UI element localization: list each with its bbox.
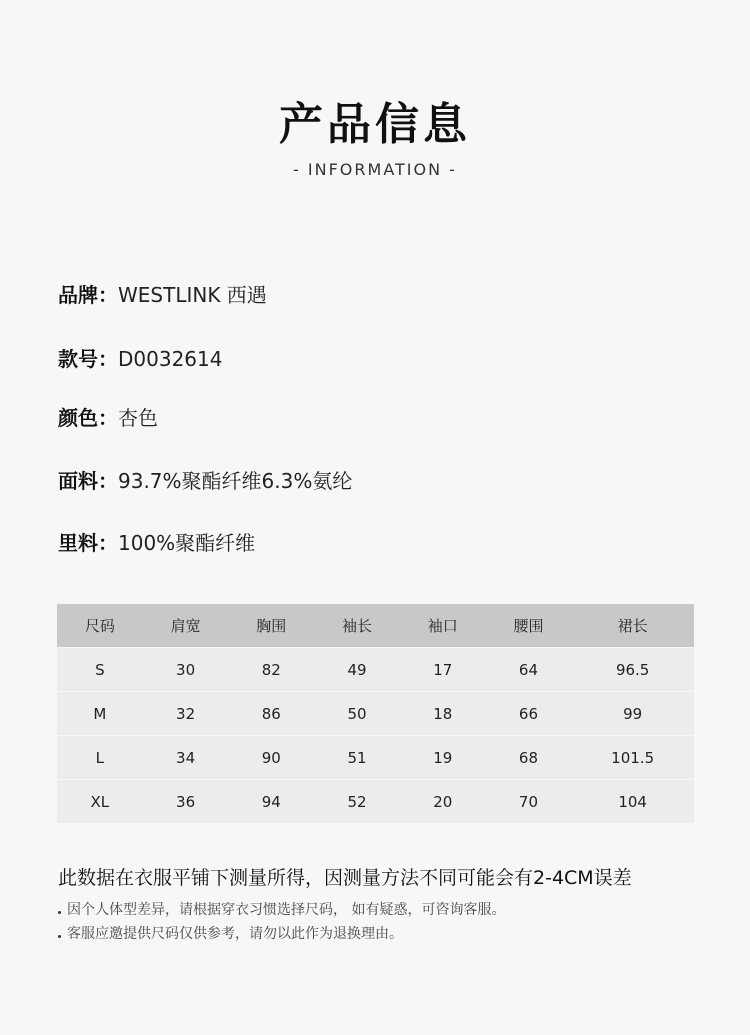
- table-cell: 52: [347, 792, 367, 811]
- table-cell: 64: [518, 660, 538, 679]
- info-style-number: [58, 343, 222, 372]
- note-bullet-text: 客服应邀提供尺码仅供参考，请勿以此作为退换理由。: [67, 926, 403, 942]
- table-cell: 51: [347, 748, 367, 767]
- page-subtitle: - INFORMATION -: [293, 160, 457, 179]
- column-header-skirt-length: 裙长: [617, 617, 648, 635]
- info-lining: [58, 527, 255, 556]
- table-cell: 96.5: [615, 660, 650, 679]
- table-cell: 18: [433, 704, 453, 723]
- table-cell: 36: [176, 792, 196, 811]
- table-cell: 34: [176, 748, 196, 767]
- table-cell: M: [93, 704, 107, 723]
- table-cell: 30: [176, 660, 196, 679]
- info-key: 颜色：: [58, 406, 118, 430]
- info-brand: [58, 279, 267, 308]
- table-cell: 32: [176, 704, 196, 723]
- bullet-dot-icon: [58, 911, 61, 914]
- table-cell: 90: [261, 748, 281, 767]
- column-header-size: 尺码: [84, 617, 115, 635]
- info-value: 杏色: [118, 406, 158, 430]
- table-row: [57, 692, 694, 736]
- measurement-note: 此数据在衣服平铺下测量所得，因测量方法不同可能会有2-4CM误差: [58, 867, 632, 889]
- table-cell: 66: [518, 704, 538, 723]
- table-cell: 70: [518, 792, 538, 811]
- note-bullet-item: [58, 923, 403, 943]
- column-header-sleeve-length: 袖长: [342, 617, 373, 635]
- table-cell: 49: [347, 660, 367, 679]
- info-color: [58, 402, 158, 431]
- table-cell: 50: [347, 704, 367, 723]
- table-cell: 17: [433, 660, 453, 679]
- table-cell: XL: [90, 792, 110, 811]
- info-value: D0032614: [118, 347, 223, 371]
- table-row: [57, 736, 694, 780]
- table-cell: 82: [261, 660, 281, 679]
- table-cell: 104: [618, 792, 647, 811]
- info-value: WESTLINK 西遇: [118, 283, 267, 307]
- table-header-row: [57, 604, 694, 648]
- column-header-waist: 腰围: [513, 617, 544, 635]
- table-cell: 20: [433, 792, 453, 811]
- table-cell: 19: [433, 748, 453, 767]
- info-fabric: [58, 465, 352, 494]
- table-cell: S: [95, 660, 105, 679]
- info-key: 品牌：: [58, 283, 118, 307]
- info-key: 里料：: [58, 531, 118, 555]
- info-value: 100%聚酯纤维: [118, 531, 256, 555]
- table-row: [57, 780, 694, 824]
- table-cell: 101.5: [611, 748, 655, 767]
- table-cell: L: [95, 748, 105, 767]
- table-row: [57, 648, 694, 692]
- table-cell: 99: [623, 704, 643, 723]
- size-table: [57, 604, 694, 823]
- table-cell: 86: [261, 704, 281, 723]
- note-bullet-text: 因个人体型差异，请根据穿衣习惯选择尺码， 如有疑惑，可咨询客服。: [67, 902, 506, 918]
- page-title: 产品信息: [279, 99, 471, 150]
- bullet-dot-icon: [58, 935, 61, 938]
- info-value: 93.7%聚酯纤维6.3%氨纶: [118, 469, 353, 493]
- note-bullet-item: [58, 899, 505, 919]
- info-key: 面料：: [58, 469, 118, 493]
- info-key: 款号：: [58, 347, 118, 371]
- column-header-bust: 胸围: [256, 617, 287, 635]
- table-cell: 94: [261, 792, 281, 811]
- column-header-cuff: 袖口: [427, 617, 458, 635]
- column-header-shoulder: 肩宽: [170, 617, 201, 635]
- table-cell: 68: [518, 748, 538, 767]
